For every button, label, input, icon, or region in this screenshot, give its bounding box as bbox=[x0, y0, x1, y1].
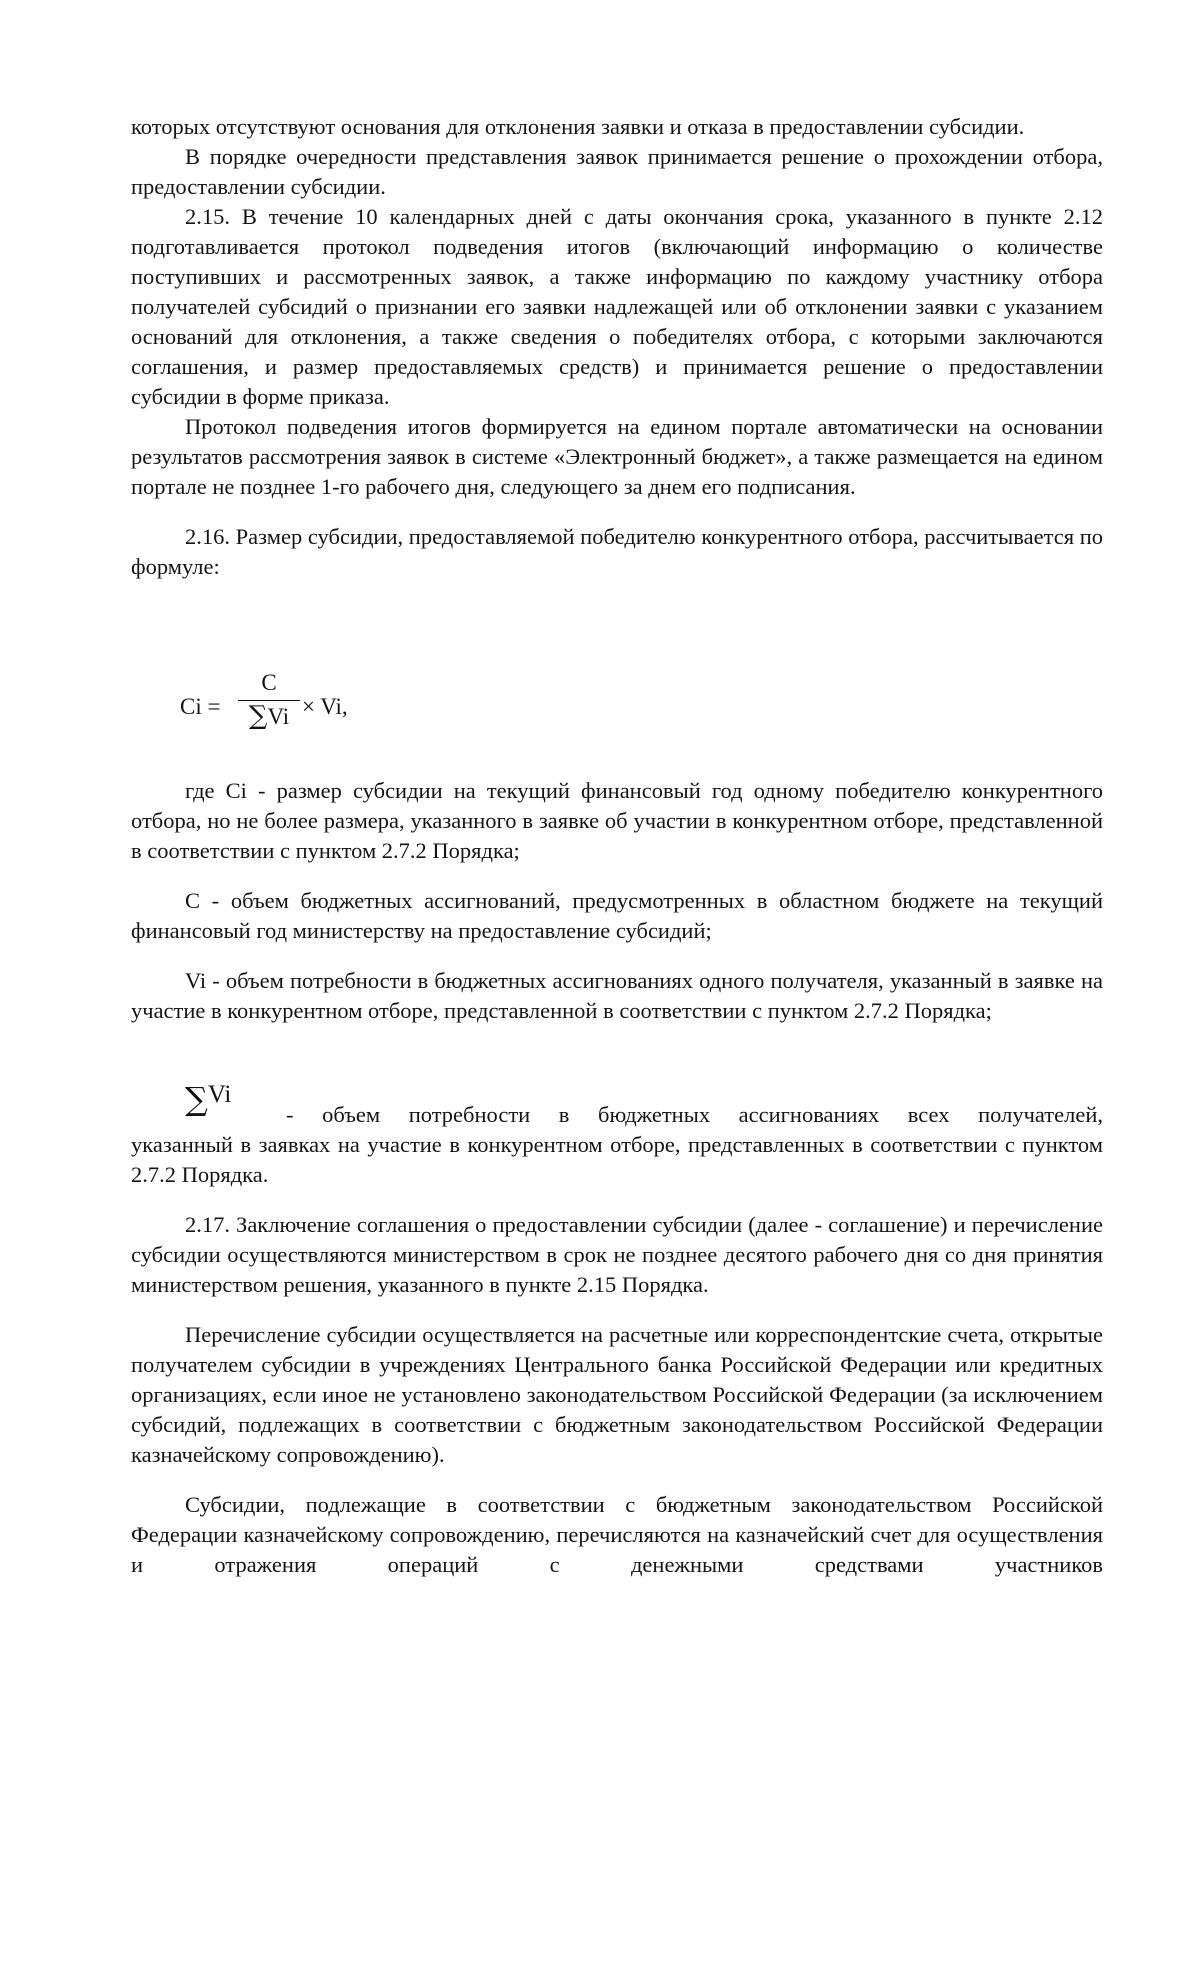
paragraph-ci-definition: где Ci - размер субсидии на текущий финансовый год одному победителю конкурентного отбора, но не более размера, указанного в заявке об участии в конкурентном отборе, представленной в соответствии с пунктом 2.7.2 Порядка; bbox=[131, 778, 1103, 863]
spacer bbox=[131, 866, 1103, 886]
formula-denominator bbox=[238, 701, 300, 732]
spacer bbox=[131, 1300, 1103, 1320]
paragraph-transfer: Перечисление субсидии осуществляется на расчетные или корреспондентские счета, открытые получателем субсидии в учреждениях Центрального банка Российской Федерации или кредитных организациях, если иное не установлено законодательством Российской Федерации (за исключением субсидий, подлежащих в соответствии с бюджетным законодательством Российской Федерации казначейскому сопровождению). bbox=[131, 1322, 1103, 1467]
sum-vi-var: Vi bbox=[207, 1081, 232, 1108]
sum-vi-symbol bbox=[185, 1080, 232, 1118]
paragraph-continuation: которых отсутствуют основания для отклонения заявки и отказа в предоставлении субсидии. bbox=[131, 114, 1025, 139]
spacer bbox=[131, 502, 1103, 522]
formula-rhs: × Vi, bbox=[302, 694, 348, 719]
paragraph-order: В порядке очередности представления заявок принимается решение о прохождении отбора, предоставлении субсидии. bbox=[131, 144, 1103, 199]
paragraph-treasury: Субсидии, подлежащие в соответствии с бюджетным законодательством Российской Федерации казначейскому сопровождению, перечисляются на казначейский счет для осуществления и отражения операций с денежными средствами участников bbox=[131, 1492, 1103, 1577]
text-block-definitions bbox=[131, 776, 1103, 1026]
sum-definition bbox=[131, 1080, 1103, 1190]
spacer bbox=[131, 946, 1103, 966]
paragraph-2-15: 2.15. В течение 10 календарных дней с даты окончания срока, указанного в пункте 2.12 подготавливается протокол подведения итогов (включающий информацию о количестве поступивших и рассмотренных заявок, а также информацию по каждому участнику отбора получателей субсидий о признании его заявки надлежащей или об отклонении заявки с указанием оснований для отклонения, а также сведения о победителях отбора, с которыми заключаются соглашения, и размер предоставляемых средств) и принимается решение о предоставлении субсидии в форме приказа. bbox=[131, 204, 1103, 409]
paragraph-c-definition: C - объем бюджетных ассигнований, предусмотренных в областном бюджете на текущий финансовый год министерству на предоставление субсидий; bbox=[131, 888, 1103, 943]
sigma-symbol: ∑ bbox=[248, 701, 268, 731]
paragraph-vi-definition: Vi - объем потребности в бюджетных ассигнованиях одного получателя, указанный в заявке на участие в конкурентном отборе, представленной в соответствии с пунктом 2.7.2 Порядка; bbox=[131, 968, 1103, 1023]
sigma-symbol: ∑ bbox=[185, 1080, 208, 1118]
subsidy-formula bbox=[180, 668, 440, 748]
formula-fraction bbox=[238, 668, 300, 732]
text-block-top bbox=[131, 112, 1103, 582]
spacer bbox=[131, 1470, 1103, 1490]
paragraph-sum-definition-rest: указанный в заявках на участие в конкурентном отборе, представленных в соответствии с пунктом 2.7.2 Порядка. bbox=[131, 1132, 1103, 1187]
formula-denominator-var: Vi bbox=[267, 704, 290, 729]
formula-numerator: C bbox=[261, 670, 277, 695]
paragraph-2-17: 2.17. Заключение соглашения о предоставлении субсидии (далее - соглашение) и перечисление субсидии осуществляются министерством в срок не позднее десятого рабочего дня со дня принятия министерством решения, указанного в пункте 2.15 Порядка. bbox=[131, 1212, 1103, 1297]
formula-lhs: Ci = bbox=[180, 694, 221, 719]
paragraph-2-16: 2.16. Размер субсидии, предоставляемой победителю конкурентного отбора, рассчитывается по формуле: bbox=[131, 524, 1103, 579]
text-block-bottom bbox=[131, 1210, 1103, 1580]
paragraph-protocol: Протокол подведения итогов формируется на едином портале автоматически на основании результатов рассмотрения заявок в системе «Электронный бюджет», а также размещается на едином портале не позднее 1-го рабочего дня, следующего за днем его подписания. bbox=[131, 414, 1103, 499]
paragraph-sum-definition-first-line: - объем потребности в бюджетных ассигнованиях всех получателей, bbox=[286, 1102, 1103, 1127]
